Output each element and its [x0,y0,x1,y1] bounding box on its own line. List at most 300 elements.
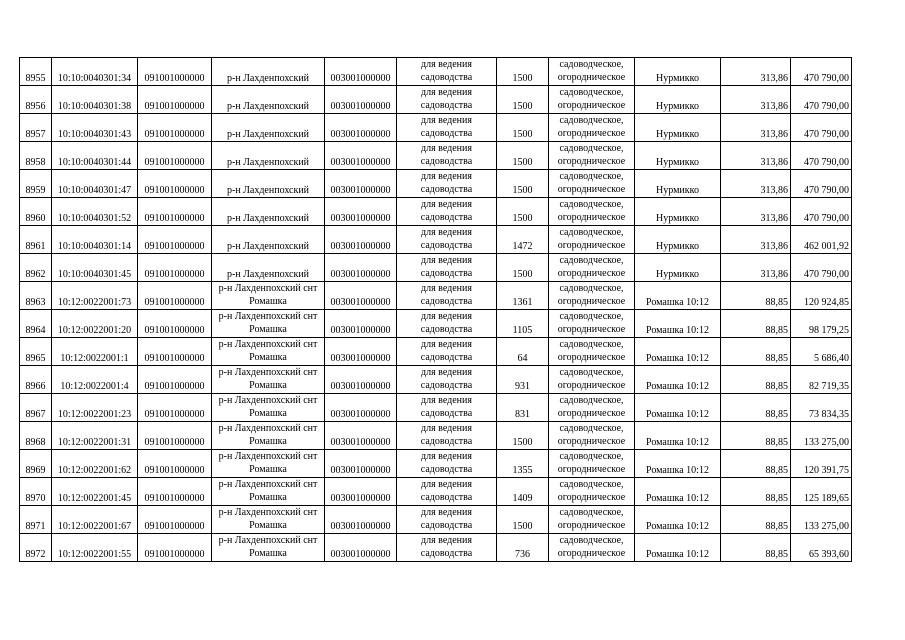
use-category [549,366,635,394]
permitted-use-line: для ведения [421,339,472,351]
area-cell: 1409 [497,478,549,506]
permitted-use-line: садоводства [420,183,473,195]
location-cell-line: р-н Лахденпохский снт [218,339,318,351]
cadastral-value: 133 275,00 [791,506,852,534]
area-cell: 1500 [497,58,549,86]
table-row [20,142,852,170]
specific-value: 88,85 [721,282,791,310]
permitted-use-line: садоводства [420,435,473,447]
cadastral-number: 10:12:0022001:4 [52,366,138,394]
permitted-use-line: садоводства [420,267,473,279]
cadastral-number: 10:10:0040301:38 [52,86,138,114]
permitted-use [397,114,497,142]
row-number: 8964 [20,310,52,338]
use-category-line: садоводческое, [559,59,624,71]
oktmo-code: 003001000000 [325,450,397,478]
location-cell-line: Ромашка [249,323,287,335]
cadastral-number: 10:12:0022001:55 [52,534,138,562]
cadastral-number: 10:12:0022001:31 [52,422,138,450]
okato-code: 091001000000 [138,338,212,366]
table-row [20,310,852,338]
cadastral-value: 470 790,00 [791,198,852,226]
valuation-group: Ромашка 10:12 [635,366,721,394]
use-category-line: огородническое [557,71,626,83]
cadastral-number: 10:10:0040301:34 [52,58,138,86]
row-number: 8969 [20,450,52,478]
specific-value: 313,86 [721,142,791,170]
cadastral-value: 470 790,00 [791,58,852,86]
area-cell: 736 [497,534,549,562]
use-category [549,86,635,114]
cadastral-value: 470 790,00 [791,142,852,170]
table-row [20,394,852,422]
location-cell [212,506,325,534]
cadastral-number: 10:12:0022001:45 [52,478,138,506]
row-number: 8955 [20,58,52,86]
permitted-use-line: садоводства [420,547,473,559]
valuation-group: Нурмикко [635,58,721,86]
use-category-line: садоводческое, [559,507,624,519]
location-cell: р-н Лахденпохский [212,226,325,254]
permitted-use-line: для ведения [421,283,472,295]
permitted-use [397,58,497,86]
oktmo-code: 003001000000 [325,282,397,310]
use-category-line: огородническое [557,547,626,559]
oktmo-code: 003001000000 [325,338,397,366]
table-row [20,58,852,86]
oktmo-code: 003001000000 [325,422,397,450]
okato-code: 091001000000 [138,58,212,86]
specific-value: 88,85 [721,506,791,534]
table-row [20,478,852,506]
use-category-line: огородническое [557,519,626,531]
location-cell: р-н Лахденпохский [212,198,325,226]
permitted-use [397,86,497,114]
permitted-use [397,338,497,366]
use-category-line: огородническое [557,491,626,503]
row-number: 8966 [20,366,52,394]
location-cell-line: р-н Лахденпохский снт [218,479,318,491]
permitted-use-line: садоводства [420,491,473,503]
location-cell: р-н Лахденпохский [212,170,325,198]
area-cell: 831 [497,394,549,422]
permitted-use-line: садоводства [420,155,473,167]
use-category-line: огородническое [557,407,626,419]
area-cell: 931 [497,366,549,394]
use-category-line: огородническое [557,183,626,195]
valuation-group: Ромашка 10:12 [635,506,721,534]
location-cell [212,282,325,310]
specific-value: 88,85 [721,394,791,422]
location-cell-line: р-н Лахденпохский снт [218,423,318,435]
location-cell-line: р-н Лахденпохский снт [218,367,318,379]
table-row [20,534,852,562]
row-number: 8957 [20,114,52,142]
area-cell: 1472 [497,226,549,254]
specific-value: 88,85 [721,450,791,478]
cadastral-value: 120 924,85 [791,282,852,310]
oktmo-code: 003001000000 [325,58,397,86]
specific-value: 88,85 [721,310,791,338]
oktmo-code: 003001000000 [325,198,397,226]
permitted-use [397,422,497,450]
specific-value: 313,86 [721,254,791,282]
cadastral-number: 10:10:0040301:43 [52,114,138,142]
use-category-line: садоводческое, [559,451,624,463]
use-category [549,338,635,366]
valuation-group: Ромашка 10:12 [635,422,721,450]
area-cell: 1500 [497,114,549,142]
location-cell: р-н Лахденпохский [212,142,325,170]
cadastral-value: 98 179,25 [791,310,852,338]
permitted-use-line: для ведения [421,311,472,323]
row-number: 8956 [20,86,52,114]
location-cell-line: р-н Лахденпохский снт [218,507,318,519]
okato-code: 091001000000 [138,478,212,506]
permitted-use [397,198,497,226]
use-category-line: садоводческое, [559,535,624,547]
table-row [20,226,852,254]
table-row [20,422,852,450]
area-cell: 1500 [497,170,549,198]
permitted-use-line: садоводства [420,71,473,83]
permitted-use-line: для ведения [421,535,472,547]
area-cell: 1105 [497,310,549,338]
oktmo-code: 003001000000 [325,86,397,114]
location-cell-line: Ромашка [249,351,287,363]
permitted-use [397,450,497,478]
permitted-use [397,310,497,338]
use-category-line: огородническое [557,323,626,335]
location-cell-line: Ромашка [249,519,287,531]
okato-code: 091001000000 [138,282,212,310]
valuation-group: Нурмикко [635,142,721,170]
okato-code: 091001000000 [138,170,212,198]
land-register-table [19,57,852,562]
permitted-use-line: для ведения [421,115,472,127]
permitted-use-line: садоводства [420,295,473,307]
table-row [20,254,852,282]
area-cell: 64 [497,338,549,366]
permitted-use-line: садоводства [420,351,473,363]
use-category-line: огородническое [557,435,626,447]
location-cell-line: р-н Лахденпохский снт [218,451,318,463]
okato-code: 091001000000 [138,534,212,562]
oktmo-code: 003001000000 [325,394,397,422]
specific-value: 313,86 [721,114,791,142]
location-cell [212,394,325,422]
valuation-group: Ромашка 10:12 [635,534,721,562]
location-cell-line: Ромашка [249,407,287,419]
area-cell: 1500 [497,506,549,534]
cadastral-value: 120 391,75 [791,450,852,478]
okato-code: 091001000000 [138,86,212,114]
okato-code: 091001000000 [138,226,212,254]
row-number: 8970 [20,478,52,506]
oktmo-code: 003001000000 [325,170,397,198]
cadastral-number: 10:10:0040301:47 [52,170,138,198]
valuation-group: Ромашка 10:12 [635,478,721,506]
okato-code: 091001000000 [138,310,212,338]
location-cell: р-н Лахденпохский [212,58,325,86]
permitted-use [397,506,497,534]
okato-code: 091001000000 [138,394,212,422]
okato-code: 091001000000 [138,506,212,534]
location-cell-line: р-н Лахденпохский снт [218,283,318,295]
okato-code: 091001000000 [138,142,212,170]
use-category-line: огородническое [557,127,626,139]
use-category [549,114,635,142]
use-category-line: садоводческое, [559,115,624,127]
cadastral-value: 125 189,65 [791,478,852,506]
permitted-use [397,394,497,422]
permitted-use-line: садоводства [420,519,473,531]
valuation-group: Нурмикко [635,226,721,254]
use-category-line: огородническое [557,379,626,391]
row-number: 8967 [20,394,52,422]
okato-code: 091001000000 [138,198,212,226]
row-number: 8965 [20,338,52,366]
use-category [549,534,635,562]
use-category-line: огородническое [557,155,626,167]
permitted-use-line: для ведения [421,87,472,99]
use-category [549,198,635,226]
use-category [549,506,635,534]
use-category-line: огородническое [557,267,626,279]
row-number: 8961 [20,226,52,254]
cadastral-value: 65 393,60 [791,534,852,562]
permitted-use-line: садоводства [420,211,473,223]
permitted-use-line: садоводства [420,323,473,335]
valuation-group: Ромашка 10:12 [635,310,721,338]
location-cell [212,422,325,450]
location-cell-line: р-н Лахденпохский снт [218,535,318,547]
use-category-line: садоводческое, [559,339,624,351]
area-cell: 1500 [497,422,549,450]
permitted-use [397,226,497,254]
permitted-use [397,478,497,506]
location-cell-line: Ромашка [249,295,287,307]
oktmo-code: 003001000000 [325,142,397,170]
use-category [549,450,635,478]
use-category-line: садоводческое, [559,479,624,491]
table-row [20,86,852,114]
permitted-use-line: для ведения [421,395,472,407]
permitted-use [397,282,497,310]
table-row [20,282,852,310]
use-category-line: огородническое [557,463,626,475]
row-number: 8958 [20,142,52,170]
valuation-group: Нурмикко [635,198,721,226]
cadastral-number: 10:12:0022001:62 [52,450,138,478]
permitted-use-line: для ведения [421,367,472,379]
location-cell [212,534,325,562]
table-row [20,366,852,394]
permitted-use-line: садоводства [420,407,473,419]
permitted-use-line: садоводства [420,463,473,475]
cadastral-value: 73 834,35 [791,394,852,422]
cadastral-number: 10:12:0022001:20 [52,310,138,338]
permitted-use-line: садоводства [420,379,473,391]
permitted-use-line: садоводства [420,99,473,111]
valuation-group: Нурмикко [635,254,721,282]
use-category [549,254,635,282]
location-cell-line: Ромашка [249,491,287,503]
location-cell: р-н Лахденпохский [212,86,325,114]
cadastral-number: 10:10:0040301:44 [52,142,138,170]
row-number: 8960 [20,198,52,226]
location-cell-line: р-н Лахденпохский снт [218,395,318,407]
row-number: 8962 [20,254,52,282]
location-cell: р-н Лахденпохский [212,114,325,142]
oktmo-code: 003001000000 [325,114,397,142]
permitted-use-line: для ведения [421,143,472,155]
use-category-line: садоводческое, [559,171,624,183]
permitted-use-line: для ведения [421,479,472,491]
use-category-line: садоводческое, [559,255,624,267]
use-category-line: садоводческое, [559,227,624,239]
permitted-use-line: садоводства [420,239,473,251]
permitted-use-line: для ведения [421,227,472,239]
use-category-line: садоводческое, [559,311,624,323]
use-category-line: садоводческое, [559,423,624,435]
table-row [20,506,852,534]
okato-code: 091001000000 [138,422,212,450]
valuation-group: Ромашка 10:12 [635,394,721,422]
row-number: 8971 [20,506,52,534]
permitted-use-line: садоводства [420,127,473,139]
use-category-line: садоводческое, [559,367,624,379]
permitted-use [397,170,497,198]
specific-value: 313,86 [721,198,791,226]
area-cell: 1500 [497,86,549,114]
permitted-use-line: для ведения [421,199,472,211]
register-table-container [19,57,851,580]
valuation-group: Ромашка 10:12 [635,338,721,366]
cadastral-number: 10:12:0022001:67 [52,506,138,534]
cadastral-value: 133 275,00 [791,422,852,450]
location-cell [212,450,325,478]
table-row [20,170,852,198]
table-row [20,114,852,142]
table-row [20,338,852,366]
cadastral-value: 82 719,35 [791,366,852,394]
specific-value: 313,86 [721,86,791,114]
use-category [549,478,635,506]
use-category [549,310,635,338]
permitted-use [397,142,497,170]
use-category [549,142,635,170]
valuation-group: Ромашка 10:12 [635,282,721,310]
valuation-group: Нурмикко [635,170,721,198]
specific-value: 88,85 [721,422,791,450]
use-category-line: садоводческое, [559,143,624,155]
table-row [20,198,852,226]
table-row [20,450,852,478]
cadastral-value: 5 686,40 [791,338,852,366]
permitted-use-line: для ведения [421,171,472,183]
oktmo-code: 003001000000 [325,366,397,394]
permitted-use-line: для ведения [421,59,472,71]
use-category-line: садоводческое, [559,395,624,407]
cadastral-value: 470 790,00 [791,86,852,114]
area-cell: 1361 [497,282,549,310]
oktmo-code: 003001000000 [325,534,397,562]
cadastral-number: 10:12:0022001:23 [52,394,138,422]
permitted-use-line: для ведения [421,423,472,435]
location-cell-line: Ромашка [249,547,287,559]
okato-code: 091001000000 [138,114,212,142]
location-cell [212,310,325,338]
specific-value: 88,85 [721,366,791,394]
specific-value: 88,85 [721,534,791,562]
use-category-line: огородническое [557,211,626,223]
permitted-use-line: для ведения [421,507,472,519]
location-cell: р-н Лахденпохский [212,254,325,282]
oktmo-code: 003001000000 [325,310,397,338]
location-cell [212,366,325,394]
use-category-line: огородническое [557,351,626,363]
oktmo-code: 003001000000 [325,478,397,506]
oktmo-code: 003001000000 [325,254,397,282]
use-category-line: садоводческое, [559,87,624,99]
area-cell: 1500 [497,198,549,226]
location-cell-line: Ромашка [249,463,287,475]
use-category-line: огородническое [557,99,626,111]
cadastral-number: 10:10:0040301:45 [52,254,138,282]
cadastral-number: 10:10:0040301:14 [52,226,138,254]
row-number: 8963 [20,282,52,310]
permitted-use [397,366,497,394]
cadastral-value: 470 790,00 [791,254,852,282]
use-category-line: садоводческое, [559,199,624,211]
permitted-use [397,534,497,562]
table-body [20,58,852,562]
okato-code: 091001000000 [138,450,212,478]
specific-value: 88,85 [721,338,791,366]
use-category [549,226,635,254]
location-cell [212,478,325,506]
area-cell: 1500 [497,142,549,170]
oktmo-code: 003001000000 [325,226,397,254]
cadastral-value: 470 790,00 [791,170,852,198]
row-number: 8968 [20,422,52,450]
specific-value: 313,86 [721,170,791,198]
use-category [549,58,635,86]
use-category-line: садоводческое, [559,283,624,295]
area-cell: 1355 [497,450,549,478]
use-category [549,170,635,198]
use-category [549,394,635,422]
permitted-use [397,254,497,282]
location-cell-line: Ромашка [249,435,287,447]
cadastral-value: 462 001,92 [791,226,852,254]
permitted-use-line: для ведения [421,451,472,463]
use-category [549,282,635,310]
cadastral-number: 10:12:0022001:73 [52,282,138,310]
specific-value: 88,85 [721,478,791,506]
row-number: 8959 [20,170,52,198]
location-cell [212,338,325,366]
valuation-group: Ромашка 10:12 [635,450,721,478]
use-category-line: огородническое [557,239,626,251]
oktmo-code: 003001000000 [325,506,397,534]
valuation-group: Нурмикко [635,86,721,114]
valuation-group: Нурмикко [635,114,721,142]
okato-code: 091001000000 [138,366,212,394]
specific-value: 313,86 [721,58,791,86]
location-cell-line: р-н Лахденпохский снт [218,311,318,323]
